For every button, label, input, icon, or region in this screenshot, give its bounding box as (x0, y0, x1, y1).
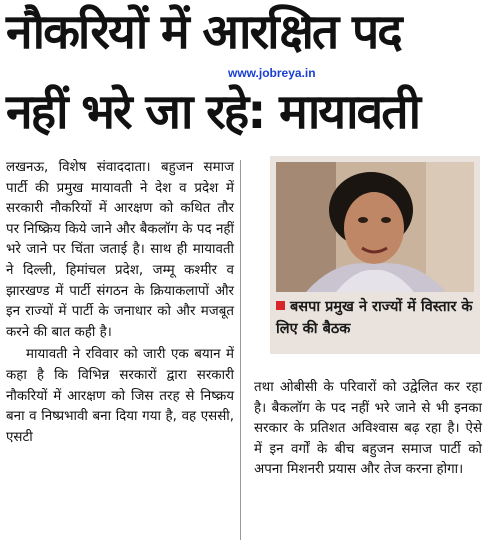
article-column-right (254, 378, 482, 481)
headline-line-1: नौकरियों में आरक्षित पद (6, 4, 401, 60)
column-divider (240, 160, 241, 540)
caption-bullet-icon (276, 301, 285, 310)
website-watermark: www.jobreya.in (228, 66, 316, 80)
photo-caption-text: बसपा प्रमुख ने राज्यों में विस्तार के लिए की बैठक (276, 299, 473, 337)
article-paragraph-1: लखनऊ, विशेष संवाददाता। बहुजन समाज पार्टी की प्रमुख मायावती ने देश व प्रदेश में सरकारी नौकरियों में आरक्षण को कथित तौर पर निष्क्रिय किये जाने और बैकलॉग के पद नहीं भरे जाने पर चिंता जताई है। साथ ही मायावती ने दिल्ली, हिमांचल प्रदेश, जम्मू कश्मीर व झारखण्ड में पार्टी संगठन के क्रियाकलापों और इन राज्यों में पार्टी के जनाधार को और मजबूत करने की बात कही है। (6, 160, 234, 340)
article-column-left (6, 158, 234, 448)
photo-box (270, 156, 480, 354)
photo-caption (276, 296, 476, 340)
article-paragraph-3: तथा ओबीसी के परिवारों को उद्वेलित कर रहा है। बैकलॉग के पद नहीं भरे जाने से भी इनका सरकार के प्रतिशत अविश्वास बढ़ रहा है। ऐसे में इन वर्गों के बीच बहुजन समाज पार्टी को अपना मिशनरी प्रयास और तेज करना होगा। (254, 380, 482, 478)
mayawati-photo (276, 162, 474, 292)
article-paragraph-2: मायावती ने रविवार को जारी एक बयान में कहा है कि विभिन्न सरकारों द्वारा सरकारी नौकरियों में आरक्षण को जिस तरह से निष्क्रय बना व निष्प्रभावी बना दिया गया है, वह एससी, एसटी (6, 347, 234, 445)
headline-line-2: नहीं भरे जा रहे: मायावती (6, 84, 420, 140)
